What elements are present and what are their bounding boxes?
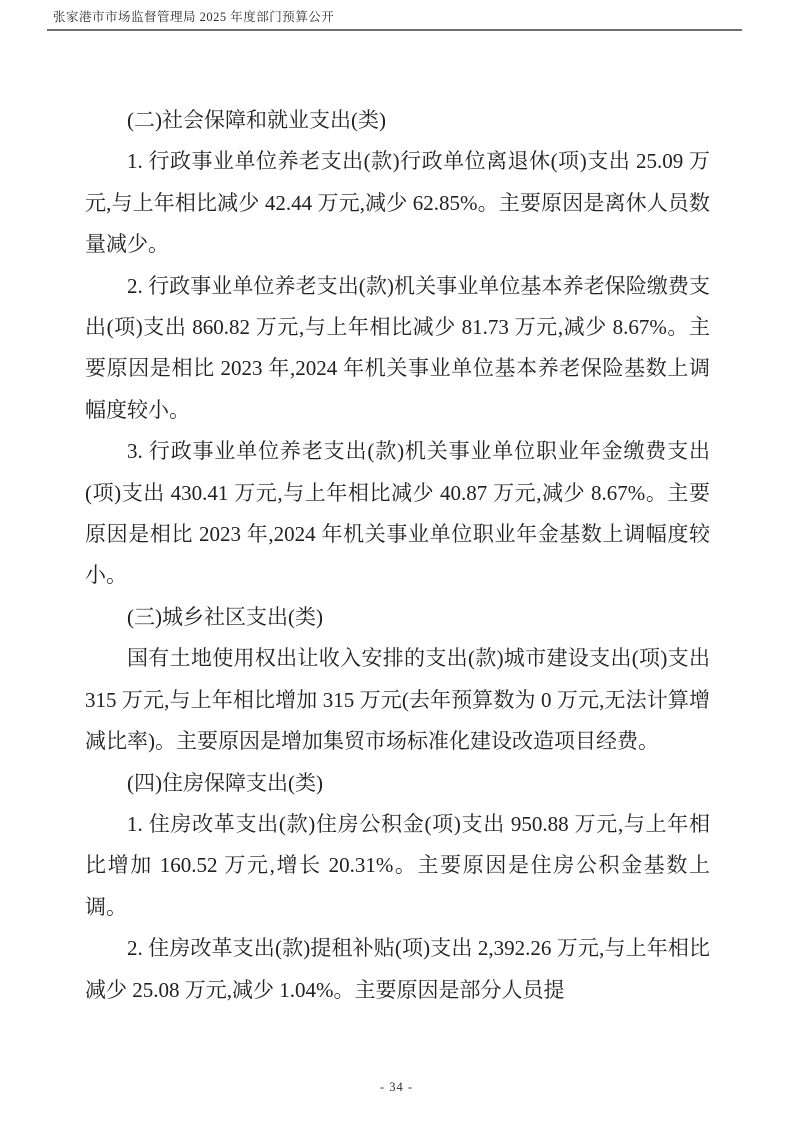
document-body <box>85 100 710 1011</box>
page-footer <box>0 1080 793 1095</box>
page-header <box>47 9 742 31</box>
header-title: 张家港市市场监督管理局 2025 年度部门预算公开 <box>53 10 335 24</box>
section-heading: (四)住房保障支出(类) <box>127 770 323 795</box>
section-heading: (二)社会保障和就业支出(类) <box>127 108 386 132</box>
paragraph: 国有土地使用权出让收入安排的支出(款)城市建设支出(项)支出 315 万元,与上年相比增加 315 万元(去年预算数为 0 万元,无法计算增减比率)。主要原因是增加集贸市场标准化建设改造项目经费。 <box>85 646 710 754</box>
paragraph: 3. 行政事业单位养老支出(款)机关事业单位职业年金缴费支出(项)支出 430.41 万元,与上年相比减少 40.87 万元,减少 8.67%。主要原因是相比 2023 年,2024 年机关事业单位职业年金基数上调幅度较小。 <box>85 439 710 588</box>
page-number: - 34 - <box>379 1080 414 1094</box>
paragraph: 1. 住房改革支出(款)住房公积金(项)支出 950.88 万元,与上年相比增加 160.52 万元,增长 20.31%。主要原因是住房公积金基数上调。 <box>85 811 710 919</box>
paragraph: 2. 住房改革支出(款)提租补贴(项)支出 2,392.26 万元,与上年相比减少 25.08 万元,减少 1.04%。主要原因是部分人员提 <box>85 936 710 1002</box>
section-heading: (三)城乡社区支出(类) <box>127 604 323 629</box>
paragraph: 2. 行政事业单位养老支出(款)机关事业单位基本养老保险缴费支出(项)支出 860.82 万元,与上年相比减少 81.73 万元,减少 8.67%。主要原因是相比 2023 年,2024 年机关事业单位基本养老保险基数上调幅度较小。 <box>85 273 710 422</box>
paragraph: 1. 行政事业单位养老支出(款)行政单位离退休(项)支出 25.09 万元,与上年相比减少 42.44 万元,减少 62.85%。主要原因是离休人员数量减少。 <box>85 149 710 257</box>
